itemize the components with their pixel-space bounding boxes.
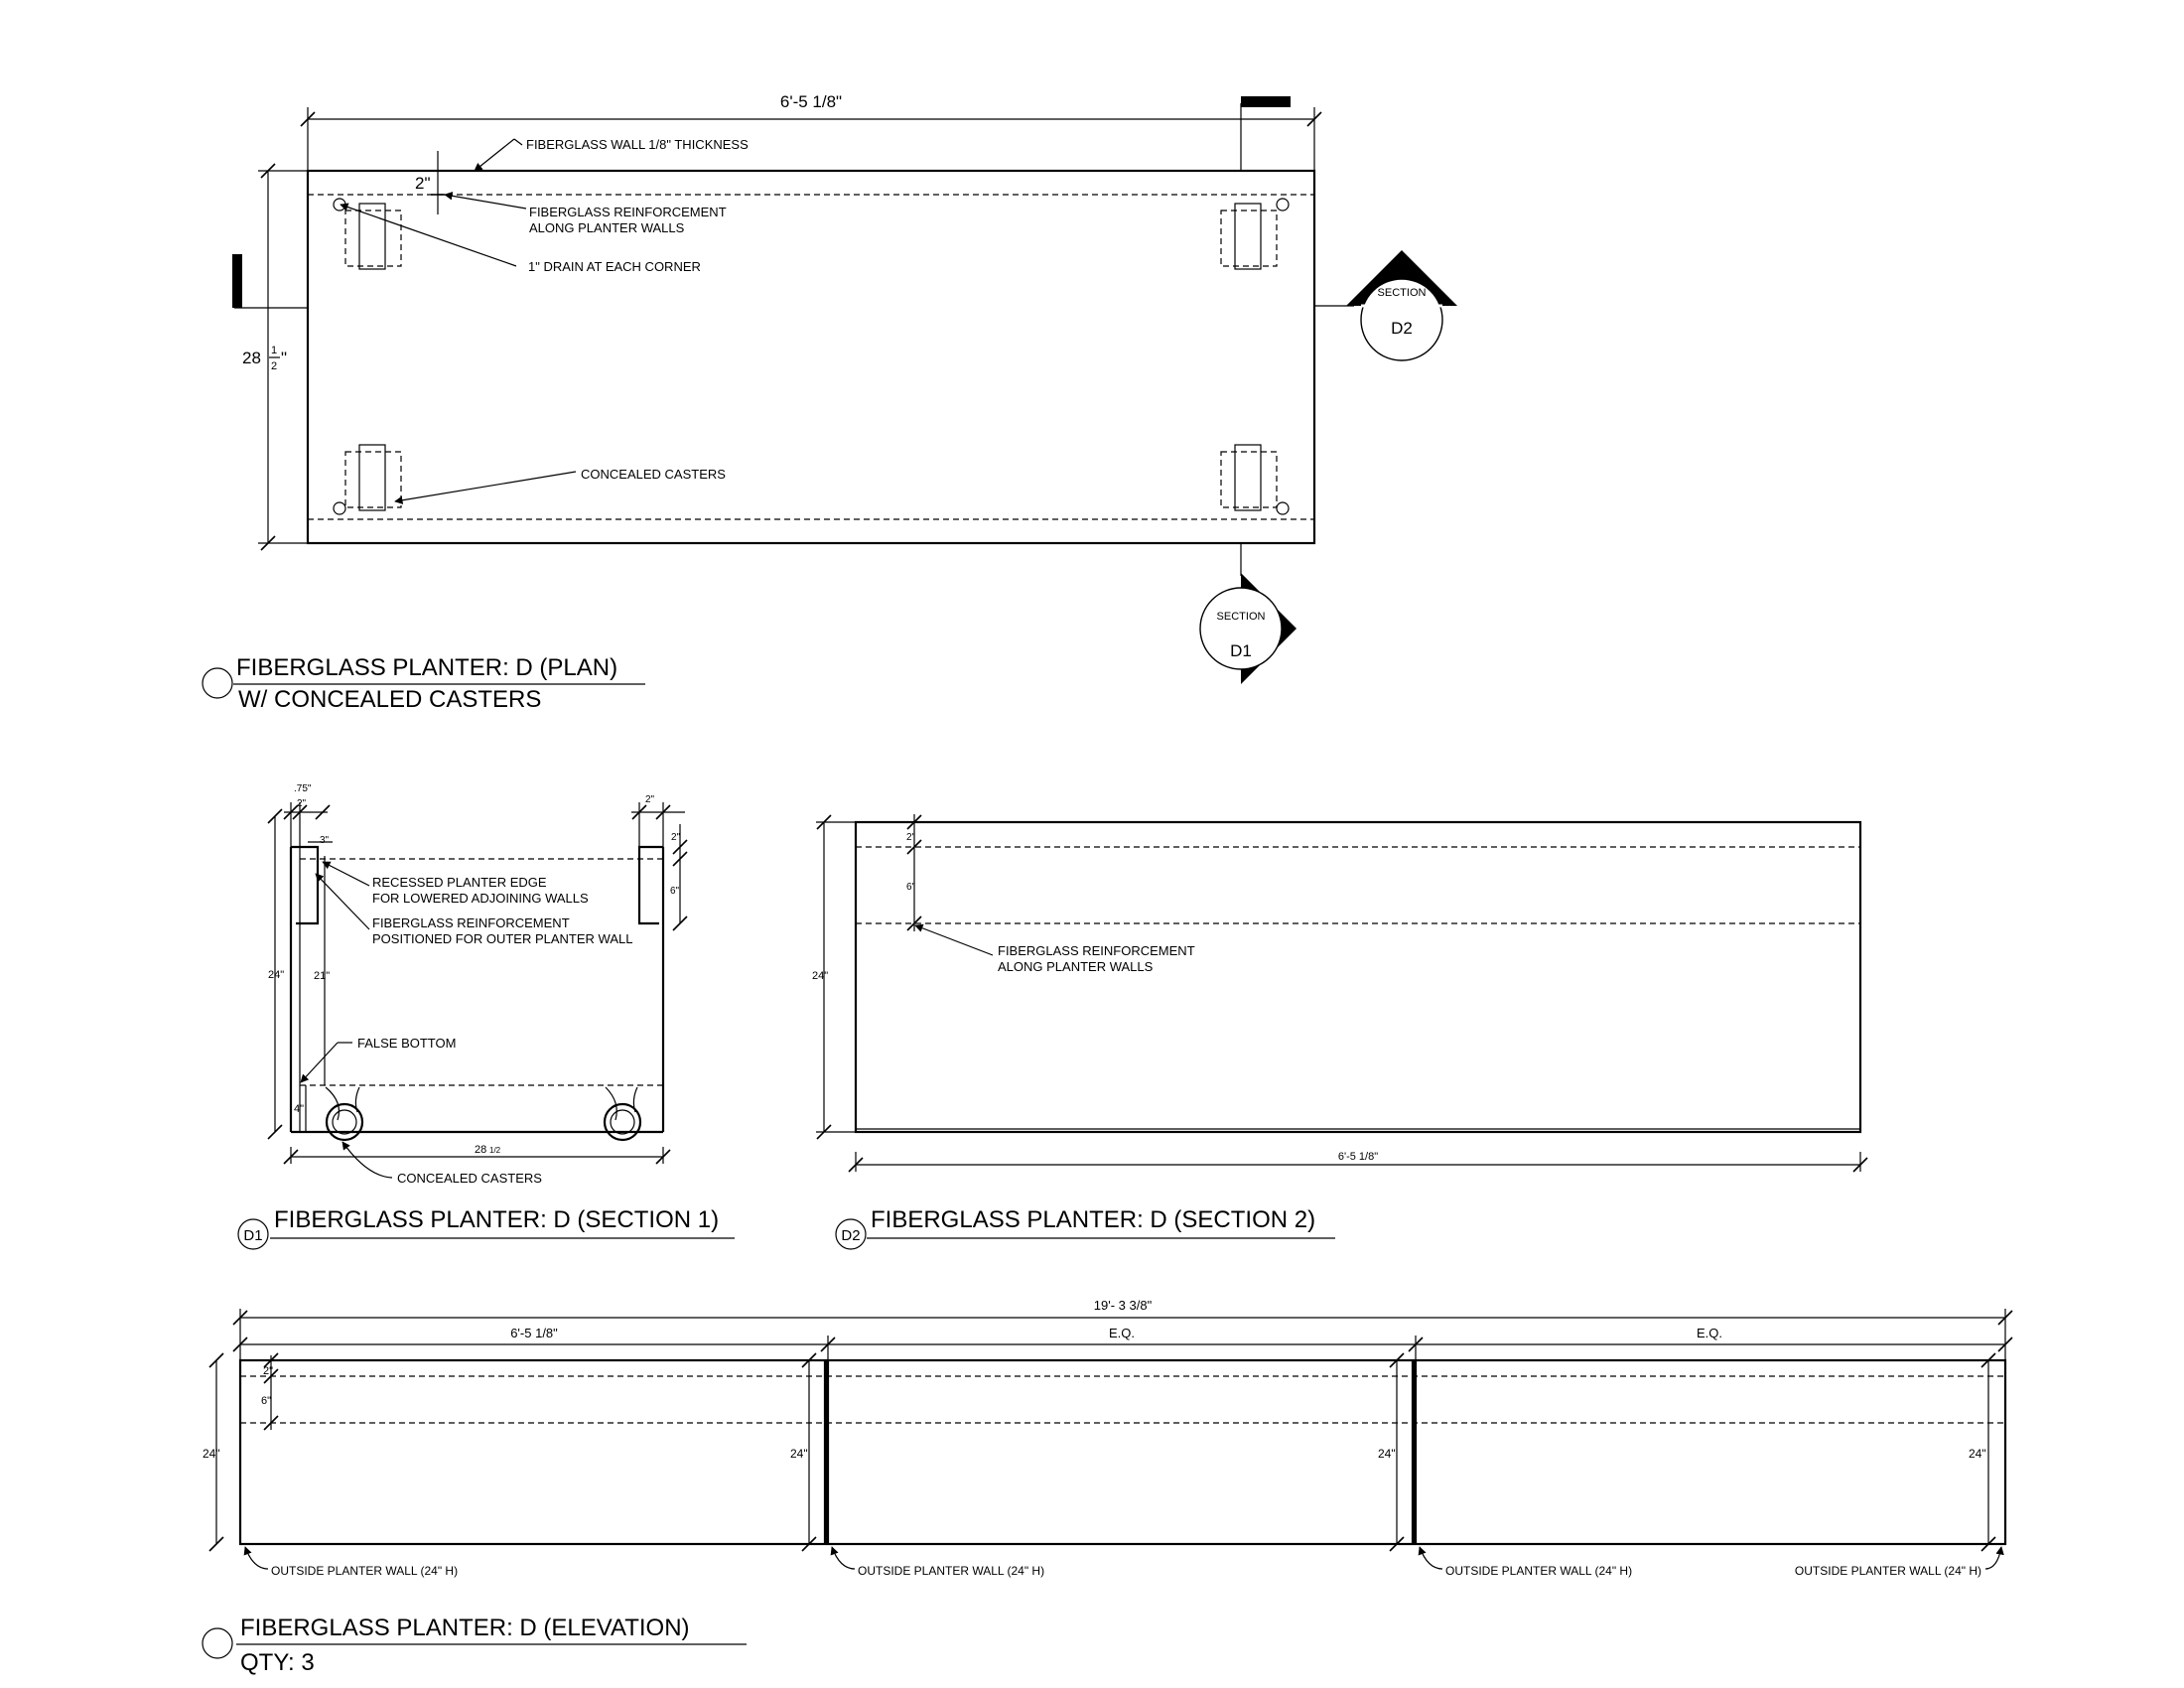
plan-title: FIBERGLASS PLANTER: D (PLAN) xyxy=(236,654,618,681)
svg-text:": " xyxy=(281,349,288,367)
s1-note-false-bottom: FALSE BOTTOM xyxy=(357,1036,457,1051)
s1-dim-inner: 21" xyxy=(314,970,331,982)
s2-dim-height: 24" xyxy=(812,970,829,982)
elev-note-wall-3: OUTSIDE PLANTER WALL (24" H) xyxy=(1445,1564,1633,1578)
elev-note-wall-2: OUTSIDE PLANTER WALL (24" H) xyxy=(858,1564,1045,1578)
caster-bottom-left xyxy=(345,445,401,510)
drain-icon xyxy=(1277,502,1289,514)
elev-note-wall-4: OUTSIDE PLANTER WALL (24" H) xyxy=(1794,1564,1981,1578)
plan-subtitle: W/ CONCEALED CASTERS xyxy=(238,686,542,713)
s1-dim-reinf: 6" xyxy=(670,886,680,897)
elev-dim-height-3: 24" xyxy=(1378,1447,1396,1461)
plan-view xyxy=(203,92,1457,713)
s1-dim-recess-b: 2" xyxy=(671,832,681,843)
svg-text:2: 2 xyxy=(271,360,278,372)
svg-text:1: 1 xyxy=(271,345,278,356)
plan-dim-width xyxy=(242,345,287,372)
s1-note-reinf-1: FIBERGLASS REINFORCEMENT xyxy=(372,915,570,930)
elev-dim-height-2: 24" xyxy=(790,1447,808,1461)
s1-title: FIBERGLASS PLANTER: D (SECTION 1) xyxy=(274,1206,720,1233)
s1-dim-recess-a: 3" xyxy=(320,835,330,846)
elev-planter-2 xyxy=(828,1360,1414,1544)
caster-top-left xyxy=(345,204,401,269)
svg-text:D2: D2 xyxy=(1391,319,1413,338)
s1-dim-right-top: 2" xyxy=(645,794,655,805)
drain-icon xyxy=(1277,199,1289,211)
s2-dim-top: 2" xyxy=(906,832,916,843)
caster-top-right xyxy=(1221,204,1277,269)
section-2-view xyxy=(812,814,1867,1249)
elev-dim-seg-3: E.Q. xyxy=(1696,1326,1723,1340)
section-d2-callout xyxy=(1346,250,1457,360)
svg-text:SECTION: SECTION xyxy=(1216,611,1266,623)
section-1-view xyxy=(238,783,735,1249)
s2-tag: D2 xyxy=(841,1227,861,1244)
elev-dim-seg-2: E.Q. xyxy=(1108,1326,1136,1340)
plan-note-drain: 1" DRAIN AT EACH CORNER xyxy=(528,259,701,274)
s1-note-recess-1: RECESSED PLANTER EDGE xyxy=(372,875,547,890)
elev-dim-height-4: 24" xyxy=(1969,1447,1986,1461)
s1-dim-height: 24" xyxy=(268,969,285,981)
svg-text:D1: D1 xyxy=(1230,641,1252,660)
elev-dim-reinf: 6" xyxy=(261,1395,272,1407)
elev-dim-seg-1: 6'-5 1/8" xyxy=(510,1326,558,1340)
s2-note-reinf-2: ALONG PLANTER WALLS xyxy=(998,959,1154,974)
s1-tag: D1 xyxy=(243,1227,263,1244)
plan-dim-reveal: 2" xyxy=(415,174,431,193)
svg-text:SECTION: SECTION xyxy=(1377,287,1427,299)
s1-note-reinf-2: POSITIONED FOR OUTER PLANTER WALL xyxy=(372,931,633,946)
s1-dim-bottom: 4" xyxy=(294,1103,305,1115)
elev-dim-height-1: 24" xyxy=(203,1447,220,1461)
title-marker xyxy=(203,1628,232,1658)
svg-text:1/2: 1/2 xyxy=(489,1146,501,1155)
elevation-view xyxy=(203,1298,2012,1676)
s1-dim-width xyxy=(475,1144,501,1156)
plan-note-reinforcement-1: FIBERGLASS REINFORCEMENT xyxy=(529,205,727,219)
s1-note-casters: CONCEALED CASTERS xyxy=(397,1171,542,1186)
s2-dim-length: 6'-5 1/8" xyxy=(1337,1151,1379,1163)
s1-dim-top-1: .75" xyxy=(294,783,312,794)
cut-marker xyxy=(232,254,242,308)
plan-dim-length: 6'-5 1/8" xyxy=(779,92,843,111)
elev-title: FIBERGLASS PLANTER: D (ELEVATION) xyxy=(240,1615,690,1641)
drain-icon xyxy=(334,502,345,514)
s2-title: FIBERGLASS PLANTER: D (SECTION 2) xyxy=(871,1206,1316,1233)
drain-icon xyxy=(334,199,345,211)
s2-dim-reinf: 6" xyxy=(906,882,916,893)
plan-note-casters: CONCEALED CASTERS xyxy=(581,467,726,482)
plan-note-reinforcement-2: ALONG PLANTER WALLS xyxy=(529,220,685,235)
s2-planter-outline xyxy=(856,822,1860,1132)
s1-note-recess-2: FOR LOWERED ADJOINING WALLS xyxy=(372,891,589,906)
elev-note-wall-1: OUTSIDE PLANTER WALL (24" H) xyxy=(271,1564,459,1578)
elev-dim-total: 19'- 3 3/8" xyxy=(1093,1298,1153,1313)
cut-marker xyxy=(1241,96,1291,107)
elev-planter-3 xyxy=(1416,1360,2005,1544)
elev-dim-top: 2" xyxy=(263,1365,274,1377)
plan-planter-outline xyxy=(308,171,1314,543)
caster-bottom-right xyxy=(1221,445,1277,510)
section-d1-callout xyxy=(1200,573,1297,684)
svg-text:28: 28 xyxy=(475,1144,487,1156)
s1-dim-top-2: 2" xyxy=(297,798,307,809)
elev-qty: QTY: 3 xyxy=(240,1649,315,1676)
svg-text:28: 28 xyxy=(242,349,261,367)
plan-note-wall: FIBERGLASS WALL 1/8" THICKNESS xyxy=(526,137,749,152)
elev-planter-1 xyxy=(240,1360,826,1544)
s2-note-reinf-1: FIBERGLASS REINFORCEMENT xyxy=(998,943,1195,958)
title-marker xyxy=(203,668,232,698)
